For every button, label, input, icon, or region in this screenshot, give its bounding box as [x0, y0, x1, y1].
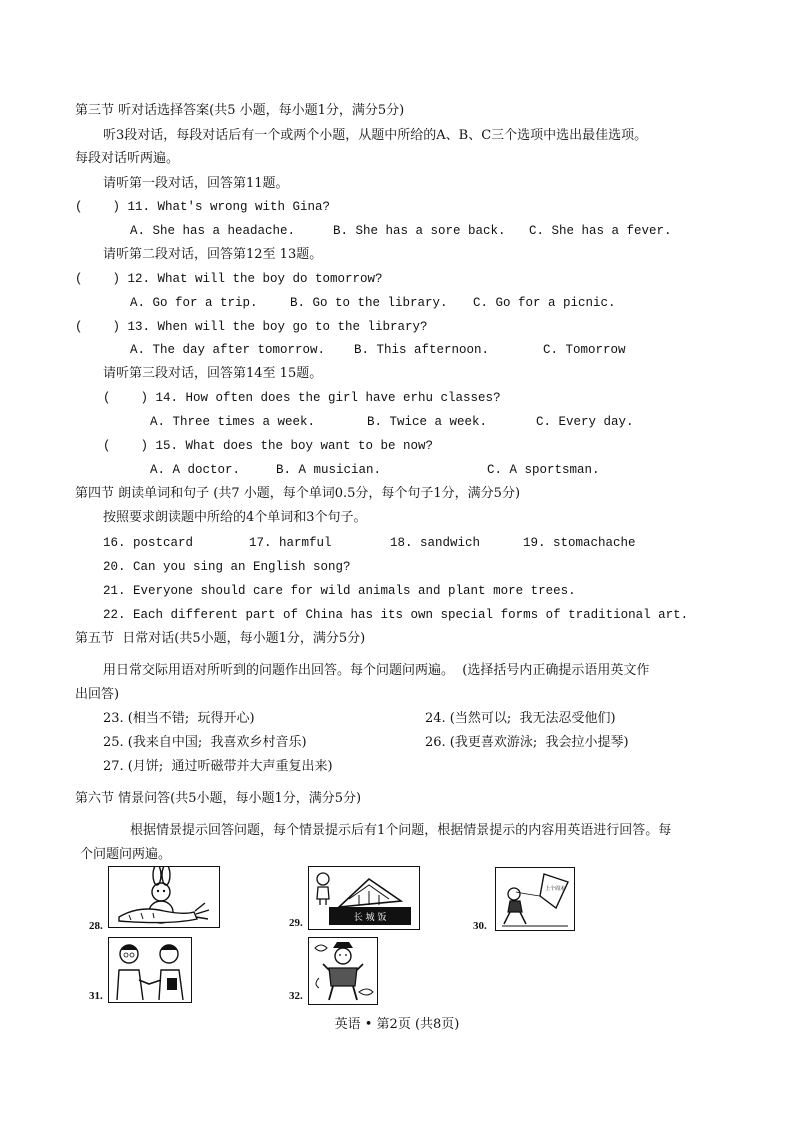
sentence-22: 22. Each different part of China has its own special forms of traditional art.	[103, 608, 689, 622]
picture-label-32: 32.	[289, 990, 303, 1002]
word-16: 16. postcard	[103, 536, 194, 550]
q12-option-c: C. Go for a picnic.	[473, 296, 616, 310]
section4-title: 第四节 朗读单词和句子 (共7 小题，每个单词0.5分，每个句子1分，满分5分)	[75, 486, 521, 501]
section6-instruction: 根据情景提示回答问题，每个情景提示后有1个问题，根据情景提示的内容用英语进行回答。每	[130, 823, 672, 838]
kite-picture	[495, 867, 575, 931]
word-17: 17. harmful	[249, 536, 332, 550]
word-18: 18. sandwich	[390, 536, 481, 550]
section3-instruction-cont: 每段对话听两遍。	[75, 151, 180, 166]
kite-icon	[496, 868, 574, 930]
q11-option-b: B. She has a sore back.	[333, 224, 506, 238]
section6-instruction-cont: 个问题问两遍。	[80, 847, 172, 862]
picture-label-28: 28.	[89, 920, 103, 932]
q14-option-a: A. Three times a week.	[150, 415, 316, 429]
q15-option-c: C. A sportsman.	[487, 463, 600, 477]
handshake-icon	[109, 938, 191, 1002]
section5-instruction-cont: 出回答)	[75, 687, 120, 702]
q12-option-a: A. Go for a trip.	[130, 296, 258, 310]
rabbit-carrot-picture	[108, 866, 220, 928]
q11-option-c: C. She has a fever.	[529, 224, 672, 238]
section3-instruction: 听3段对话，每段对话后有一个或两个小题，从题中所给的A、B、C三个选项中选出最佳选项。	[103, 128, 648, 143]
picture-label-30: 30.	[473, 920, 487, 932]
dialogue2-prompt: 请听第二段对话，回答第12至 13题。	[103, 247, 323, 262]
section6-title: 第六节 情景问答(共5小题，每小题1分，满分5分)	[75, 791, 362, 806]
picture-label-31: 31.	[89, 990, 103, 1002]
section5-instruction: 用日常交际用语对所听到的问题作出回答。每个问题问两遍。 (选择括号内正确提示语用英文作	[103, 663, 650, 678]
q13-stem: ( ) 13. When will the boy go to the library?	[75, 320, 428, 334]
handshake-picture	[108, 937, 192, 1003]
sentence-20: 20. Can you sing an English song?	[103, 560, 351, 574]
q14-stem: ( ) 14. How often does the girl have erhu classes?	[103, 391, 501, 405]
q12-stem: ( ) 12. What will the boy do tomorrow?	[75, 272, 383, 286]
q11-option-a: A. She has a headache.	[130, 224, 296, 238]
opera-performer-icon	[309, 938, 377, 1004]
q13-option-c: C. Tomorrow	[543, 343, 626, 357]
page-footer: 英语 • 第2页 (共8页)	[334, 1017, 460, 1032]
hotel-picture	[308, 866, 420, 930]
q14-option-c: C. Every day.	[536, 415, 634, 429]
section3-title: 第三节 听对话选择答案(共5 小题，每小题1分，满分5分)	[75, 103, 405, 118]
dialogue1-prompt: 请听第一段对话，回答第11题。	[103, 176, 289, 191]
q12-option-b: B. Go to the library.	[290, 296, 448, 310]
q15-option-b: B. A musician.	[276, 463, 382, 477]
section5-title: 第五节 日常对话(共5小题，每小题1分，满分5分)	[75, 631, 366, 646]
q23: 23. (相当不错; 玩得开心)	[103, 711, 255, 726]
hotel-sign: 长 城 饭	[353, 913, 387, 923]
q15-stem: ( ) 15. What does the boy want to be now?	[103, 439, 434, 453]
dialogue3-prompt: 请听第三段对话，回答第14至 15题。	[103, 366, 323, 381]
q27: 27. (月饼; 通过听磁带并大声重复出来)	[103, 759, 333, 774]
section4-instruction: 按照要求朗读题中所给的4个单词和3个句子。	[103, 510, 367, 525]
opera-picture	[308, 937, 378, 1005]
q13-option-b: B. This afternoon.	[354, 343, 490, 357]
word-19: 19. stomachache	[523, 536, 636, 550]
sentence-21: 21. Everyone should care for wild animals and plant more trees.	[103, 584, 576, 598]
q25: 25. (我来自中国; 我喜欢乡村音乐)	[103, 735, 307, 750]
q15-option-a: A. A doctor.	[150, 463, 241, 477]
q24: 24. (当然可以; 我无法忍受他们)	[425, 711, 616, 726]
building-icon	[309, 867, 419, 929]
q11-stem: ( ) 11. What's wrong with Gina?	[75, 200, 331, 214]
q13-option-a: A. The day after tomorrow.	[130, 343, 326, 357]
q14-option-b: B. Twice a week.	[367, 415, 488, 429]
picture-label-29: 29.	[289, 917, 303, 929]
q26: 26. (我更喜欢游泳; 我会拉小提琴)	[425, 735, 629, 750]
kite-text: 上个周末	[544, 886, 566, 892]
rabbit-icon	[109, 867, 219, 927]
